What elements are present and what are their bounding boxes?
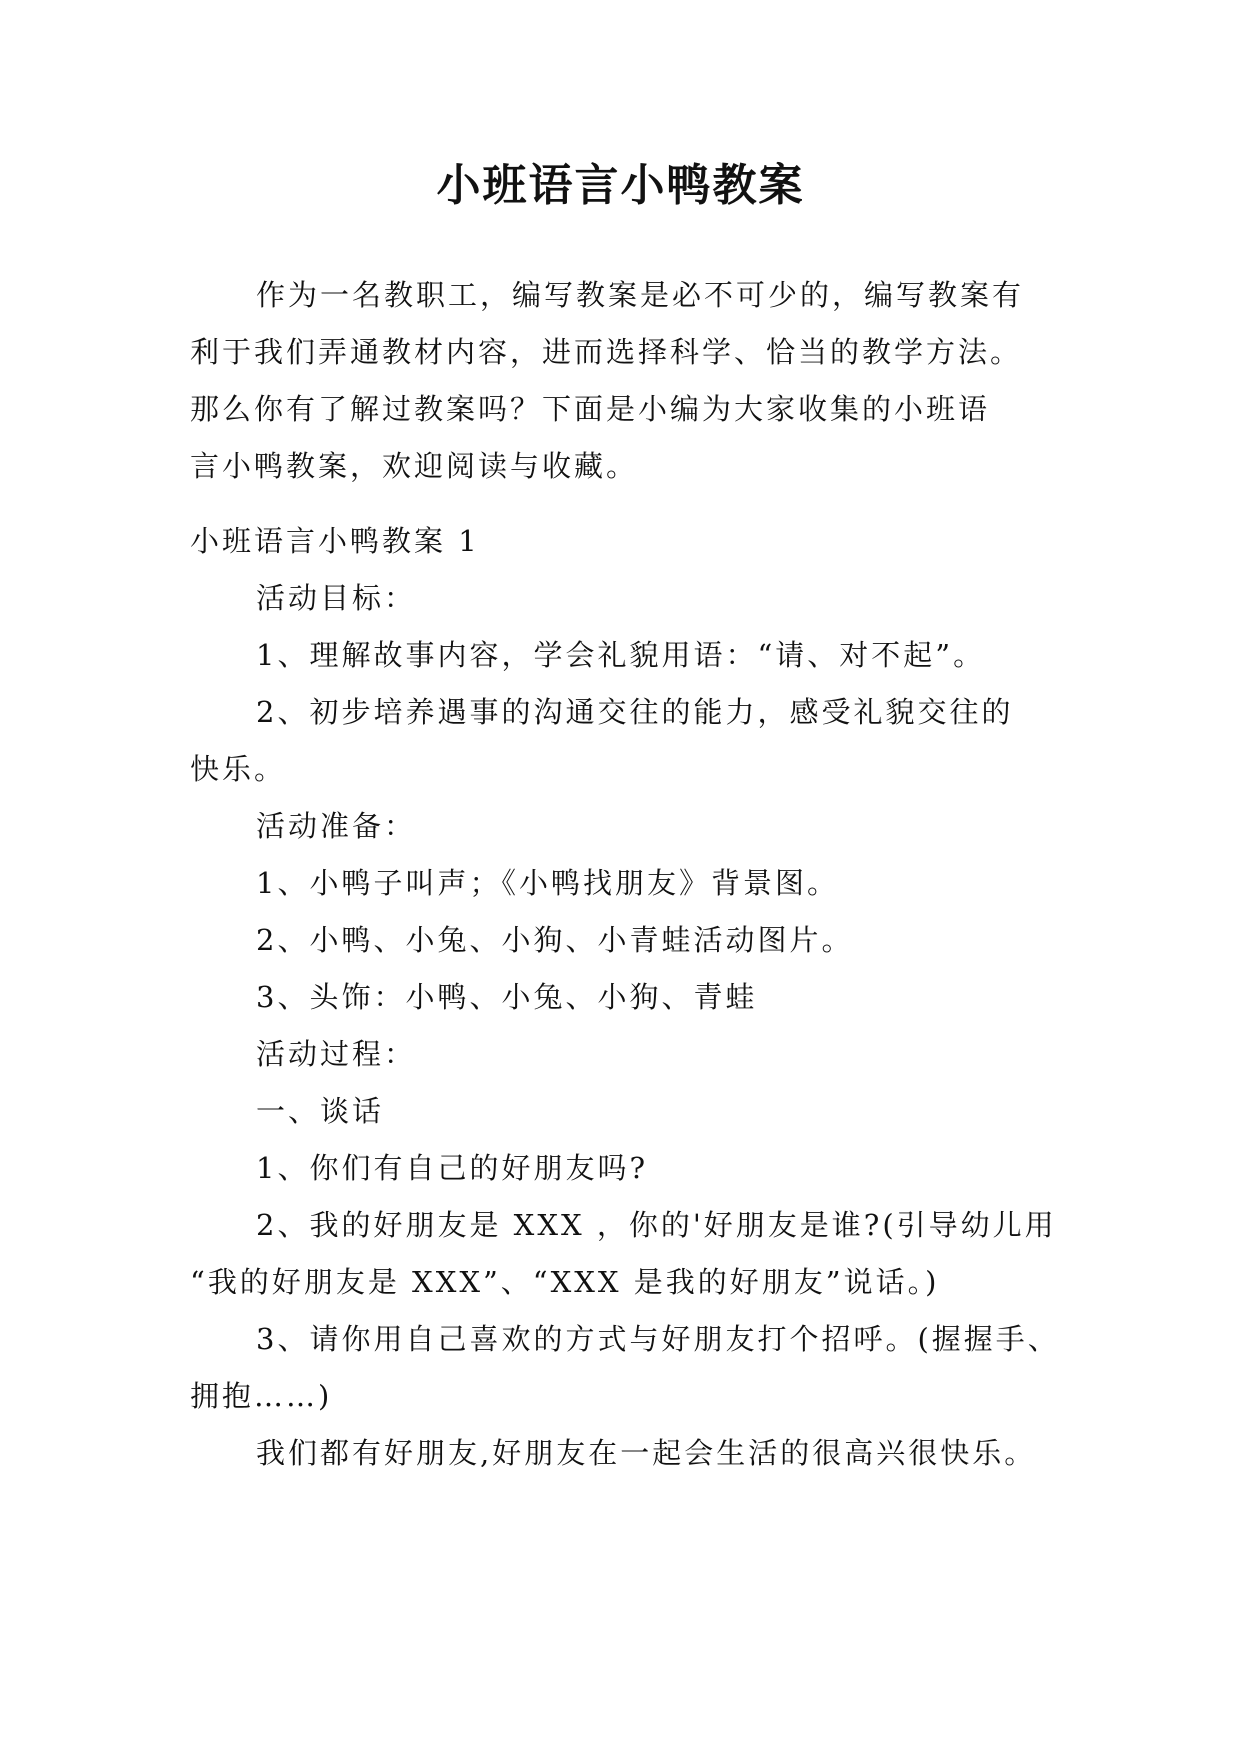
document-title: 小班语言小鸭教案 [436,160,805,211]
text-line: 2、小鸭、小兔、小狗、小青蛙活动图片。 [256,923,854,957]
text-line: “我的好朋友是 XXX”、“XXX 是我的好朋友”说话。) [190,1265,940,1299]
text-line: 2、我的好朋友是 XXX ，你的'好朋友是谁?(引导幼儿用 [256,1208,1057,1242]
text-line: 活动过程： [256,1037,417,1071]
text-line: 3、请你用自己喜欢的方式与好朋友打个招呼。(握握手、 [256,1322,1060,1356]
text-line: 拥抱……) [190,1379,333,1413]
text-line: 一、谈话 [256,1094,385,1128]
section-heading: 小班语言小鸭教案 1 [190,524,480,558]
text-line: 我们都有好朋友,好朋友在一起会生活的很高兴很快乐。 [256,1436,1037,1470]
text-line: 利于我们弄通教材内容，进而选择科学、恰当的教学方法。 [190,335,1023,369]
text-line: 那么你有了解过教案吗？下面是小编为大家收集的小班语 [190,392,991,426]
text-line: 1、理解故事内容，学会礼貌用语：“请、对不起”。 [256,638,986,672]
text-line: 作为一名教职工，编写教案是必不可少的，编写教案有 [256,278,1025,312]
text-line: 活动目标： [256,581,417,615]
text-line: 言小鸭教案，欢迎阅读与收藏。 [190,449,639,483]
text-line: 2、初步培养遇事的沟通交往的能力，感受礼貌交往的 [256,695,1014,729]
text-line: 1、你们有自己的好朋友吗? [256,1151,648,1185]
intro-paragraph [190,267,1070,495]
text-line: 1、小鸭子叫声；《小鸭找朋友》背景图。 [256,866,839,900]
text-line: 3、头饰：小鸭、小兔、小狗、青蛙 [256,980,758,1014]
lesson-plan-section [190,513,1070,1482]
text-line: 快乐。 [190,752,287,786]
text-line: 活动准备： [256,809,417,843]
